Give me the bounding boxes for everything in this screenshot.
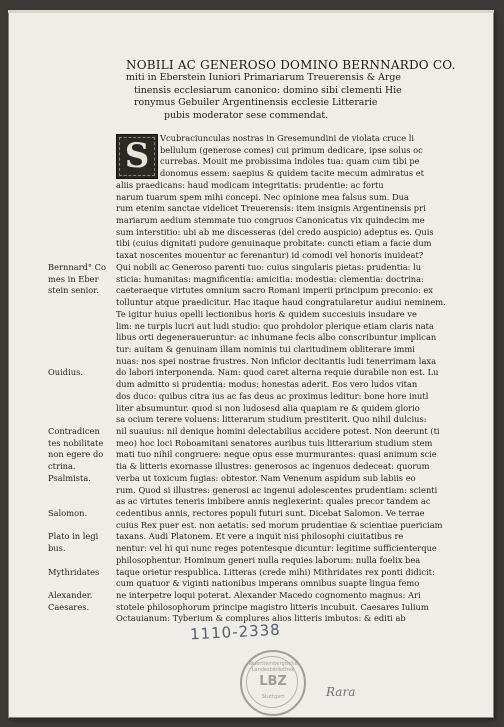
body-line: mariarum aedium stemmate tuo congruos Canonicatus vix quindecim me xyxy=(116,215,425,226)
body-line: aliis praedicans: haud modicam integritatis: prudentie: ac fortu xyxy=(116,179,384,190)
margin-note-line: Psalmista. xyxy=(48,472,91,483)
dedication-heading xyxy=(126,58,466,122)
heading-line: NOBILI AC GENEROSO DOMINO BERNNARDO CO. xyxy=(126,58,456,72)
margin-note-line: bus. xyxy=(48,543,66,554)
body-line: stotele philosophorum principe magistro litteris incubuit. Caesares Iulium xyxy=(116,601,429,612)
margin-note xyxy=(48,473,91,485)
body-line: taxans. Audi Platonem. Et vere a inquit nisi philosophi ciuitatibus re xyxy=(116,531,404,542)
margin-note xyxy=(48,567,99,579)
margin-note-line: Contradicen xyxy=(48,426,100,436)
body-line: sum interstitio: ubi ab me discesseras (del credo auspicio) adeptus es. Quis xyxy=(116,226,434,237)
body-line: dum admitto si prudentia: modus: honestas aderit. Eos vero ludos vitan xyxy=(116,379,418,390)
body-line: taxat noscentes mouentur ac ferenantur) id comodi vel honoris inuideat? xyxy=(116,250,424,261)
margin-note-line: Caesares. xyxy=(48,601,90,612)
body-line: donomus essem: saepius & quidem tacite mecum admiratus et xyxy=(160,168,425,179)
margin-note-line: mes in Eber xyxy=(48,273,99,284)
margin-note-line: Alexander. xyxy=(48,590,93,601)
body-line: currebas. Mouit me probissima indoles tua: quam cum tibi pe xyxy=(160,156,420,167)
heading-line: tinensis ecclesiarum canonico: domino sibi clementi Hie xyxy=(134,84,402,96)
body-line: tibi (cuius dignitati pudore genuinaque probitate: cuncti etiam a facie dum xyxy=(116,238,432,249)
heading-line: miti in Eberstein Iuniori Primariarum Treuerensis & Arge xyxy=(126,72,401,83)
body-line: rum etenim sanctae videlicet Treuerensis: item insignis Argentinensis pri xyxy=(116,203,426,214)
margin-note xyxy=(48,426,103,473)
margin-note-line: Salomon. xyxy=(48,508,88,519)
body-line: meo) hoc loci Roboamitani senatores auribus tuis litterarium studium stem xyxy=(116,437,433,448)
body-line: liter absumuntur. quod si non ludosesd alia quapiam re & quidem glorio xyxy=(116,402,420,413)
body-line: rum. Quod si illustres: generosi ac ingenui adolescentes prudentiam: scienti xyxy=(116,484,438,495)
body-line: tolluntur atque praedicitur. Hac itaque haud congratularetur audiui neminem. xyxy=(116,297,446,308)
body-line: ne interpetre loqui poterat. Alexander Macedo cognomento magnus: Ari xyxy=(116,590,421,601)
handwritten-shelfmark: 1110-2338 xyxy=(189,620,282,644)
body-line: nuas: nos spei nostrae frustres. Non inficior decitantis ludi tenerrimam laxa xyxy=(116,355,437,366)
body-line: mati tuo nihil congruere: neque opus esse murmurantes: quasi animum scie xyxy=(116,449,437,460)
body-line: nentur: vel hi qui nunc reges potentesque dicuntur: legitime sufficienterque xyxy=(116,543,437,554)
margin-note-line: stein senior. xyxy=(48,285,99,296)
body-line: Qui nobili ac Generoso parenti tuo: cuius singularis pietas: prudentia: lu xyxy=(116,261,422,272)
body-line: libus orti degeneraueruntur: ac inhumane fecis albo conscribuntur implican xyxy=(116,332,437,343)
body-line: caeteraeque virtutes omnium sacro Romani imperii principum preconio: ex xyxy=(116,285,433,296)
handwritten-note: Rara xyxy=(326,685,356,699)
body-line: tia & litteris exornasse illustres: generosos ac ingenuos dedeceat: quorum xyxy=(116,461,430,472)
body-line: taque orietur respublica. Litteras (crede mihi) Mithridates rex ponti didicit: xyxy=(116,566,435,577)
body-line: sticia: humanitas: magnificentia: amicitia: modestia: clementia: doctrina: xyxy=(116,273,424,284)
margin-note-line: Plato in legi xyxy=(48,531,99,542)
body-line: sa ocium terere voluens: litterarum studium prestiterit. Quo nihil dulcius: xyxy=(116,414,427,425)
library-stamp xyxy=(240,650,306,716)
margin-note-line: non egere do xyxy=(48,449,104,460)
margin-note-line: ctrina. xyxy=(48,461,76,472)
body-text xyxy=(116,133,468,625)
body-line: philosophentur. Hominum generi nulla requies laborum: nulla foelix bea xyxy=(116,554,421,565)
margin-note xyxy=(48,508,87,520)
margin-note xyxy=(48,367,83,379)
stamp-top-text: Wuerttembergische Landesbibliothek xyxy=(248,661,298,673)
margin-note xyxy=(48,262,106,297)
body-line: tur: auitam & genuinam illam nominis tui claritudinem obliterare immi xyxy=(116,343,415,354)
body-line: Octauianum: Tyberium & complures alios litteris imbutos: & editi ab xyxy=(116,613,406,624)
body-line: narum tuarum spem mihi concepi. Nec opinione mea falsus sum. Dua xyxy=(116,191,409,202)
margin-note-line: Ouidius. xyxy=(48,367,84,378)
body-line: nil suauius: nil denique homini delectabilius accidere potest. Non deerunt (ti xyxy=(116,425,440,436)
body-line: dos duco: quibus citra ius ac fas deus ac proximus leditur: bone hore inutl xyxy=(116,390,429,401)
body-line: Vcubraciunculas nostras in Gresemundini de violata cruce li xyxy=(160,133,415,143)
margin-note xyxy=(48,590,92,613)
body-line: verba ut toxicum fugias: obtestor. Nam Venenum aspidum sub labiis eo xyxy=(116,472,416,483)
body-line: Te igitur huius opelli lectionibus horis & quidem succesiuis insudare ve xyxy=(116,308,417,319)
body-line: cum quatuor & viginti nationibus imperans omnibus suapte lingua femo xyxy=(116,578,420,589)
body-line: lim: ne turpis lucri aut ludi studio: quo prohdolor plerique etiam claris nata xyxy=(116,320,434,331)
margin-note-line: Bernnard° Co xyxy=(48,261,107,272)
body-line: do labori interponenda. Nam: quod caret alterna requie durabile non est. Lu xyxy=(116,367,439,378)
stamp-main-text: LBZ xyxy=(259,674,287,689)
body-line: as ac virtutes teneris imbibere annis neglexerint: quales precor tandem ac xyxy=(116,496,431,507)
document-page xyxy=(8,10,494,718)
body-line: bellulum (generose comes) cui primum dedicare, ipse solus oc xyxy=(160,144,423,155)
heading-line: pubis moderator sese commendat. xyxy=(164,109,329,121)
body-line: cedentibus annis, rectores populi futuri sunt. Dicebat Salomon. Ve terrae xyxy=(116,508,425,518)
body-line: cuius Rex puer est. non aetatis: sed morum prudentiae & scientiae puericiam xyxy=(116,519,443,530)
margin-note xyxy=(48,531,98,554)
margin-note-line: tes nobilitate xyxy=(48,437,104,448)
stamp-bottom-text: Stuttgart xyxy=(261,694,285,700)
margin-note-line: Mythridates xyxy=(48,566,100,577)
initial-letter: S xyxy=(124,136,150,176)
heading-line: ronymus Gebuiler Argentinensis ecclesie Litterarie xyxy=(134,97,378,109)
